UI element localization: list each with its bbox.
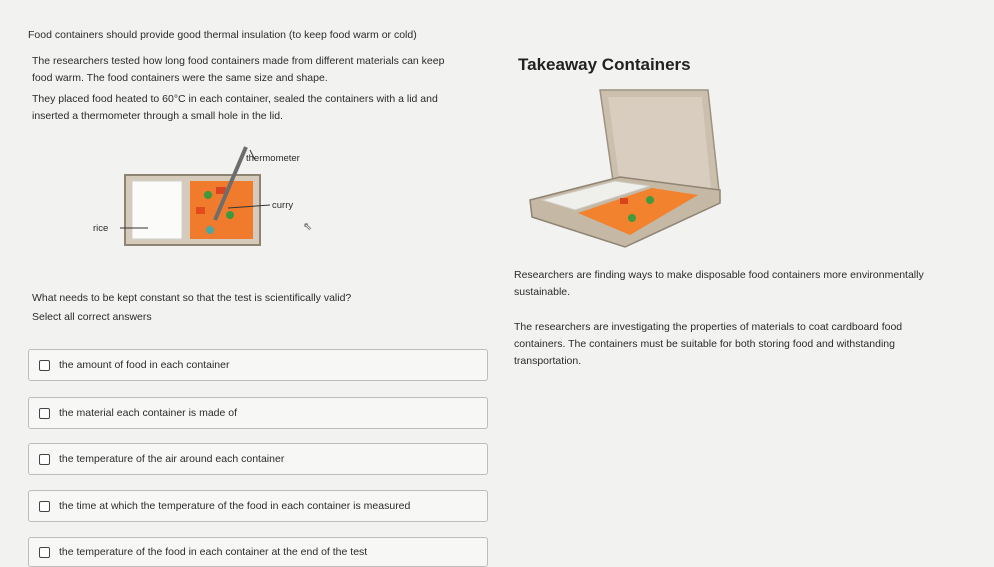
takeaway-box-illustration [520,85,730,255]
label-rice: rice [93,223,109,234]
question-prompt: What needs to be kept constant so that the test is scientifically valid? [32,292,352,304]
checkbox-icon[interactable] [39,547,50,558]
checkbox-icon[interactable] [39,501,50,512]
side-para-2c: transportation. [514,355,582,367]
checkbox-icon[interactable] [39,408,50,419]
question-instruction: Select all correct answers [32,311,152,323]
option-container-material[interactable]: the material each container is made of [28,397,488,429]
rice-compartment [132,181,182,239]
intro-para-1b: food warm. The food containers were the same size and shape. [32,72,328,84]
option-measurement-time[interactable]: the time at which the temperature of the food in each container is measured [28,490,488,522]
intro-line: Food containers should provide good thermal insulation (to keep food warm or cold) [28,29,417,41]
checkbox-icon[interactable] [39,454,50,465]
side-para-1b: sustainable. [514,286,571,298]
option-final-food-temperature[interactable]: the temperature of the food in each container at the end of the test [28,537,488,567]
side-para-2b: containers. The containers must be suitable for both storing food and withstanding [514,338,895,350]
intro-para-2a: They placed food heated to 60°C in each container, sealed the containers with a lid and [32,93,438,105]
intro-para-1a: The researchers tested how long food containers made from different materials can keep [32,55,445,67]
side-para-1a: Researchers are finding ways to make disposable food containers more environmentally [514,269,924,281]
checkbox-icon[interactable] [39,360,50,371]
intro-para-2b: inserted a thermometer through a small hole in the lid. [32,110,283,122]
takeaway-title: Takeaway Containers [518,55,691,74]
label-curry: curry [272,200,294,211]
side-para-2a: The researchers are investigating the properties of materials to coat cardboard food [514,321,903,333]
option-amount-of-food[interactable]: the amount of food in each container [28,349,488,381]
info-panel [500,0,994,555]
cursor-icon: ⇖ [303,221,313,233]
option-air-temperature[interactable]: the temperature of the air around each container [28,443,488,475]
question-panel [0,0,500,558]
label-thermometer: thermometer [246,153,300,164]
